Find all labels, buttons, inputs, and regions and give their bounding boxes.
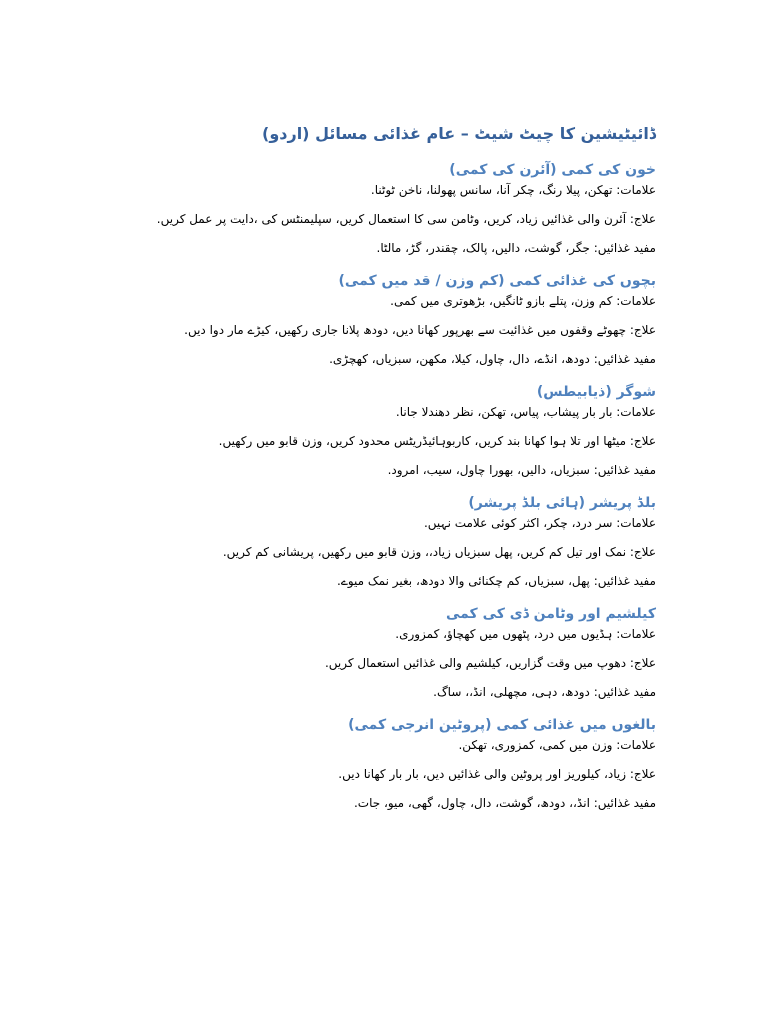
- symptoms-text: علامات: سر درد، چکر، اکثر کوئی علامت نہیں.: [423, 516, 656, 530]
- section-heading: بلڈ پریشر (ہائی بلڈ پریشر): [468, 495, 656, 511]
- section-child-malnutrition: [114, 269, 656, 367]
- treatment-text: علاج: دھوپ میں وقت گزاریں، کیلشیم والی غذائیں استعمال کریں.: [324, 656, 656, 670]
- section-calcium-vitamin-d: [114, 602, 656, 700]
- treatment-text: علاج: زیاد، کیلوریز اور پروٹین والی غذائیں دیں، بار بار کھانا دیں.: [338, 767, 656, 781]
- section-heading: شوگر (ذیابیطس): [536, 384, 656, 400]
- foods-text: مفید غذائیں: انڈ،، دودھ، گوشت، دال، چاول، گھی، میو، جات.: [353, 796, 656, 810]
- treatment-text: علاج: میٹھا اور تلا ہوا کھانا بند کریں، کاربوہائیڈریٹس محدود کریں، وزن قابو میں رکھیں.: [218, 434, 656, 448]
- foods-text: مفید غذائیں: جگر، گوشت، دالیں، پالک، چقندر، گڑ، مالٹا.: [376, 241, 656, 255]
- foods-text: مفید غذائیں: سبزیاں، دالیں، بھورا چاول، سیب، امرود.: [387, 463, 656, 477]
- symptoms-text: علامات: کم وزن، پتلے بازو ٹانگیں، بڑھوتری میں کمی.: [390, 294, 656, 308]
- section-blood-pressure: [114, 491, 656, 589]
- foods-text: مفید غذائیں: دودھ، دہی، مچھلی، انڈ،، ساگ.: [433, 685, 656, 699]
- section-heading: خون کی کمی (آئرن کی کمی): [449, 162, 656, 178]
- symptoms-text: علامات: وزن میں کمی، کمزوری، تھکن.: [458, 738, 656, 752]
- section-anemia: [114, 158, 656, 256]
- section-adult-malnutrition: [114, 713, 656, 811]
- document-title: ڈائیٹیشین کا چیٹ شیٹ – عام غذائی مسائل (اردو): [262, 124, 656, 143]
- section-heading: بالغوں میں غذائی کمی (پروٹین انرجی کمی): [348, 717, 656, 733]
- section-heading: کیلشیم اور وٹامن ڈی کی کمی: [446, 606, 656, 622]
- section-diabetes: [114, 380, 656, 478]
- treatment-text: علاج: آئرن والی غذائیں زیاد، کریں، وٹامن سی کا استعمال کریں، سپلیمنٹس کی ،دایت پر عمل کریں.: [156, 212, 656, 226]
- treatment-text: علاج: چھوٹے وقفوں میں غذائیت سے بھرپور کھانا دیں، دودھ پلانا جاری رکھیں، کیڑے مار دوا دیں.: [184, 323, 656, 337]
- foods-text: مفید غذائیں: پھل، سبزیاں، کم چکنائی والا دودھ، بغیر نمک میوے.: [337, 574, 656, 588]
- treatment-text: علاج: نمک اور تیل کم کریں، پھل سبزیاں زیاد،، وزن قابو میں رکھیں، پریشانی کم کریں.: [222, 545, 656, 559]
- symptoms-text: علامات: تھکن، پیلا رنگ، چکر آنا، سانس پھولنا، ناخن ٹوٹنا.: [370, 183, 656, 197]
- section-heading: بچوں کی غذائی کمی (کم وزن / قد میں کمی): [338, 273, 656, 289]
- document-page: [114, 118, 656, 824]
- symptoms-text: علامات: ہڈیوں میں درد، پٹھوں میں کھچاؤ، کمزوری.: [395, 627, 656, 641]
- foods-text: مفید غذائیں: دودھ، انڈے، دال، چاول، کیلا، مکھن، سبزیاں، کھچڑی.: [329, 352, 656, 366]
- symptoms-text: علامات: بار بار پیشاب، پیاس، تھکن، نظر دھندلا جانا.: [395, 405, 656, 419]
